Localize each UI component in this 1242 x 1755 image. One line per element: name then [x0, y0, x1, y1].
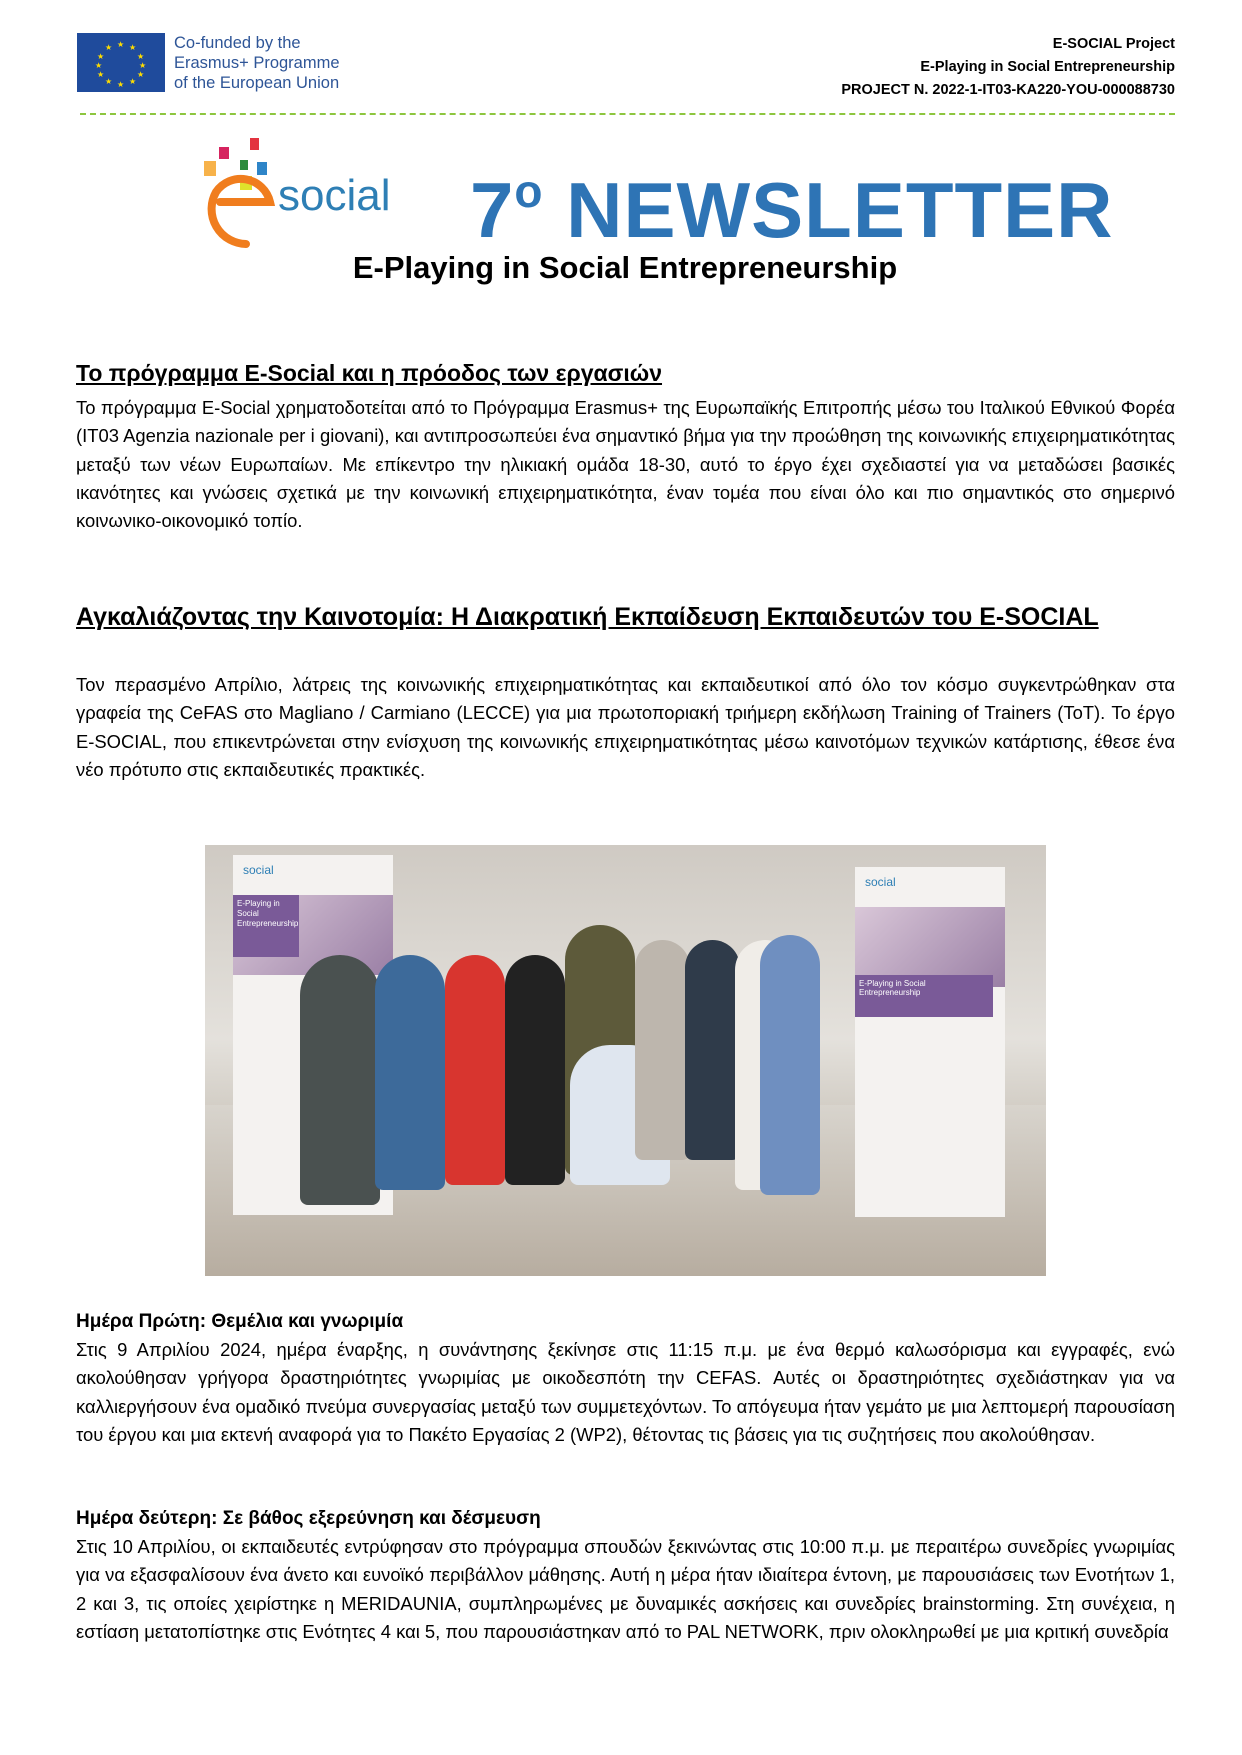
section1-heading: Το πρόγραμμα E-Social και η πρόοδος των εργασιών: [76, 360, 663, 386]
project-info: [841, 33, 1175, 102]
banner-left-text: E-Playing in Social Entrepreneurship: [233, 895, 299, 957]
eu-label-line: of the European Union: [174, 74, 340, 92]
section1-body: Το πρόγραμμα E-Social χρηματοδοτείται από το Πρόγραμμα Erasmus+ της Ευρωπαϊκής Επιτροπής μέσω του Ιταλικού Εθνικού Φορέα (IT03 Agenzia nazionale per i giovani), και αντιπροσωπεύει ένα σημαντικό βήμα για την προώθηση της κοινωνικής επιχειρηματικότητας μεταξύ των νέων Ευρωπαίων. Με επίκεντρο την ηλικιακή ομάδα 18-30, αυτό το έργο έχει σχεδιαστεί για να μεταδώσει βασικές ικανότητες και γνώσεις σχετικά με την κοινωνική επιχειρηματικότητα, έναν τομέα που είναι όλο και πιο σημαντικός στο σημερινό κοινωνικο-οικονομικό τοπίο.: [76, 397, 1175, 532]
day1-body: Στις 9 Απριλίου 2024, ημέρα έναρξης, η συνάντησης ξεκίνησε στις 11:15 π.μ. με ένα θερμό καλωσόρισμα και εγγραφές, ενώ ακολούθησαν γρήγορα δραστηριότητες γνωριμίας με οικοδεσπότη την CEFAS. Αυτές οι δραστηριότητες σχεδιάστηκαν για να καλλιεργήσουν ένα ομαδικό πνεύμα συνεργασίας μεταξύ των συμμετεχόντων. Το απόγευμα ήταν γεμάτο με μια λεπτομερή παρουσίαση του έργου και μια εκτενή αναφορά για το Πακέτο Εργασίας 2 (WP2), θέτοντας τις βάσεις για τις συζητήσεις που ακολούθησαν.: [76, 1339, 1175, 1445]
eu-flag-logo: ★ ★ ★ ★ ★ ★ ★ ★ ★ ★ ★ ★: [77, 33, 165, 92]
eu-cofunded-label: [174, 33, 340, 93]
eu-label-line: Co-funded by the: [174, 34, 301, 52]
header-divider: [80, 113, 1175, 115]
group-photo: [205, 845, 1046, 1276]
issue-number: 7: [470, 166, 515, 254]
issue-ordinal: o: [514, 165, 544, 217]
section2-body: Τον περασμένο Απρίλιο, λάτρεις της κοινωνικής επιχειρηματικότητας και εκπαιδευτικοί από όλο τον κόσμο συγκεντρώθηκαν στα γραφεία της CeFAS στο Magliano / Carmiano (LECCE) για μια πρωτοποριακή τριήμερη εκδήλωση Training of Trainers (ToT). Το έργο E-SOCIAL, που επικεντρώνεται στην ενίσχυση της κοινωνικής επιχειρηματικότητας μέσω καινοτόμων τεχνικών κατάρτισης, έθεσε ένα νέο πρότυπο στις εκπαιδευτικές πρακτικές.: [76, 674, 1175, 780]
newsletter-title: [470, 146, 1114, 255]
project-subtitle: E-Playing in Social Entrepreneurship: [920, 59, 1175, 75]
banner-right: [855, 867, 1005, 1217]
banner-logo: social: [243, 863, 274, 877]
esocial-logo: [200, 136, 435, 248]
banner-right-text: E-Playing in Social Entrepreneurship: [855, 975, 993, 1017]
banner-logo: social: [865, 875, 896, 889]
subtitle: E-Playing in Social Entrepreneurship: [352, 250, 898, 285]
day2-heading: Ημέρα δεύτερη: Σε βάθος εξερεύνηση και δέσμευση: [76, 1508, 541, 1529]
logo-text: social: [278, 171, 391, 220]
project-number: PROJECT N. 2022-1-IT03-KA220-YOU-000088730: [841, 82, 1175, 98]
day1-heading: Ημέρα Πρώτη: Θεμέλια και γνωριμία: [76, 1311, 404, 1332]
newsletter-word: NEWSLETTER: [566, 166, 1114, 254]
eu-label-line: Erasmus+ Programme: [174, 54, 340, 72]
day2-body: Στις 10 Απριλίου, οι εκπαιδευτές εντρύφησαν στο πρόγραμμα σπουδών ξεκινώντας στις 10:00 π.μ. με περαιτέρω συνεδρίες γνωριμίας για να εξασφαλίσουν ένα άνετο και ευνοϊκό περιβάλλον μάθησης. Αυτή η μέρα ήταν ιδιαίτερα έντονη, με παρουσιάσεις των Ενοτήτων 1, 2 και 3, τις οποίες χειρίστηκε η MERIDAUNIA, συμπληρωμένες με δυναμικές ασκήσεις και συνεδρίες brainstorming. Στη συνέχεια, η εστίαση μετατοπίστηκε στις Ενότητες 4 και 5, που παρουσιάστηκαν από το PAL NETWORK, πριν ολοκληρωθεί με μια κριτική συνεδρία: [76, 1536, 1175, 1642]
section2-heading: Αγκαλιάζοντας την Καινοτομία: Η Διακρατική Εκπαίδευση Εκπαιδευτών του E-SOCIAL: [76, 603, 1099, 631]
project-name: E-SOCIAL Project: [1052, 36, 1175, 52]
